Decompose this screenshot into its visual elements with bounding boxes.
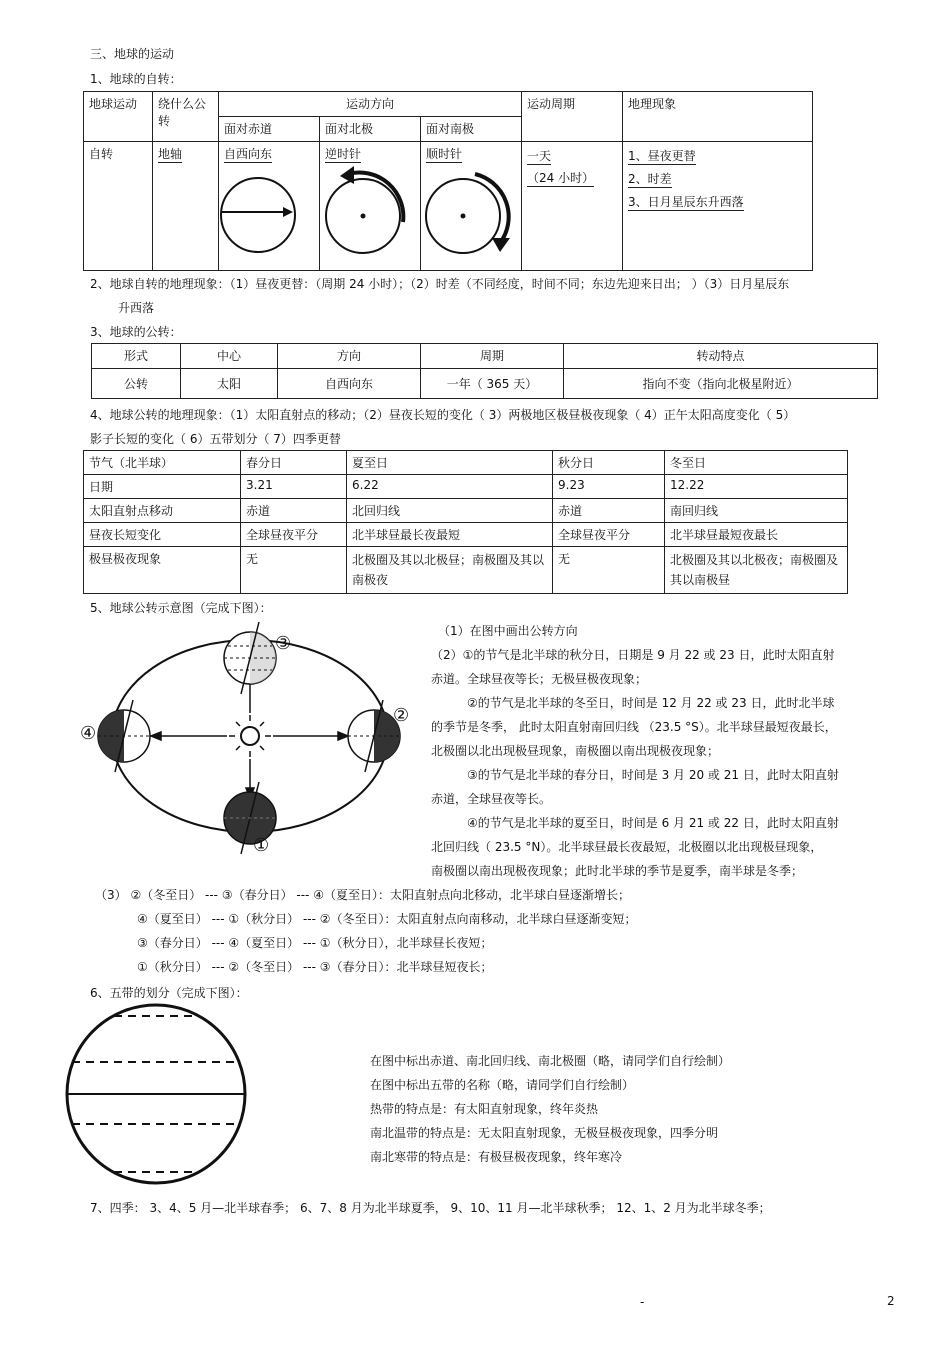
earth-3-icon	[224, 622, 276, 694]
rev-header: 形式	[92, 344, 181, 369]
rotation-dir-north: 逆时针	[320, 142, 421, 271]
zones-line3: 热带的特点是：有太阳直射现象，终年炎热	[370, 1102, 599, 1116]
label-1: ①	[253, 835, 270, 856]
orbit-diagram	[78, 618, 423, 863]
orbit-q2-line1: （2）①的节气是北半球的秋分日，日期是 9 月 22 或 23 日，此时太阳直射	[431, 648, 835, 662]
rotation-phenomena: 1、昼夜更替 2、时差 3、日月星辰东升西落	[623, 142, 813, 271]
sun-icon	[229, 715, 271, 757]
five-zones-diagram	[62, 1000, 252, 1190]
rotation-header-phenomena: 地理现象	[623, 92, 813, 142]
orbit-q1: （1）在图中画出公转方向	[438, 624, 578, 638]
zones-title: 6、五带的划分（完成下图）：	[90, 986, 248, 1000]
label-3: ③	[275, 633, 292, 654]
orbit-q2-line10: 南极圈以南出现极夜现象；此时北半球的季节是夏季，南半球是冬季；	[431, 864, 804, 878]
label-2: ②	[393, 705, 410, 726]
revolution-table	[91, 343, 878, 399]
terms-cell: 秋分日	[553, 451, 665, 475]
page-number: 2	[887, 1294, 895, 1308]
rotation-phenomena-line1: 2、地球自转的地理现象：（1）昼夜更替：（周期 24 小时）；（2）时差（不同经度，时间不同；东边先迎来日出； ）（3）日月星辰东	[90, 277, 790, 291]
zones-line2: 在图中标出五带的名称（略，请同学们自行绘制）	[370, 1078, 635, 1092]
rev-cell: 公转	[92, 369, 181, 399]
terms-cell: 赤道	[553, 499, 665, 523]
rotation-header-direction: 运动方向	[219, 92, 522, 117]
rotation-header-axis: 绕什么公转	[153, 92, 219, 142]
terms-cell: 全球昼夜平分	[553, 523, 665, 547]
revolution-phenomena-line2: 影子长短的变化（ 6）五带划分（ 7）四季更替	[90, 432, 341, 446]
seasons-line: 7、四季： 3、4、5 月—北半球春季； 6、7、8 月为北半球夏季， 9、10、11 月—北半球秋季； 12、1、2 月为北半球冬季；	[90, 1201, 771, 1215]
terms-cell: 12.22	[665, 475, 848, 499]
rev-cell: 一年（ 365 天）	[421, 369, 564, 399]
rev-cell: 自西向东	[278, 369, 421, 399]
section-title: 三、地球的运动	[90, 47, 175, 61]
terms-cell: 春分日	[241, 451, 347, 475]
orbit-q2-line7: 赤道，全球昼夜等长。	[431, 792, 552, 806]
globe-south-icon	[420, 168, 515, 263]
terms-cell: 南回归线	[665, 499, 848, 523]
terms-cell: 北极圈及其以北极昼；南极圈及其以南极夜	[347, 547, 553, 594]
rotation-header-motion: 地球运动	[84, 92, 153, 142]
revolution-title: 3、地球的公转：	[90, 325, 182, 339]
rev-header: 周期	[421, 344, 564, 369]
terms-cell: 昼夜长短变化	[84, 523, 241, 547]
globe-north-icon	[318, 162, 413, 257]
terms-cell: 3.21	[241, 475, 347, 499]
rotation-header-south: 面对南极	[421, 117, 522, 142]
terms-cell: 9.23	[553, 475, 665, 499]
orbit-q2-line2: 赤道。全球昼夜等长；无极昼极夜现象；	[431, 672, 648, 686]
terms-cell: 北半球昼最短夜最长	[665, 523, 848, 547]
rotation-header-north: 面对北极	[320, 117, 421, 142]
orbit-q3-line2: ④（夏至日） --- ①（秋分日） --- ②（冬至日）：太阳直射点向南移动，北半球白昼逐渐变短；	[137, 912, 637, 926]
rotation-title: 1、地球的自转：	[90, 72, 182, 86]
orbit-q2-line9: 北回归线（ 23.5 °N）。北半球昼最长夜最短，北极圈以北出现极昼现象，	[431, 840, 823, 854]
terms-cell: 极昼极夜现象	[84, 547, 241, 594]
orbit-q2-line6: ③的节气是北半球的春分日，时间是 3 月 20 或 21 日，此时太阳直射	[467, 768, 839, 782]
terms-cell: 无	[553, 547, 665, 594]
rotation-axis: 地轴	[153, 142, 219, 271]
terms-cell: 无	[241, 547, 347, 594]
rotation-phenomena-line2: 升西落	[118, 301, 155, 315]
rev-header: 方向	[278, 344, 421, 369]
terms-cell: 夏至日	[347, 451, 553, 475]
terms-cell: 全球昼夜平分	[241, 523, 347, 547]
terms-cell: 北极圈及其以北极夜；南极圈及其以南极昼	[665, 547, 848, 594]
zones-line5: 南北寒带的特点是：有极昼极夜现象，终年寒冷	[370, 1150, 623, 1164]
orbit-q3-line4: ①（秋分日） --- ②（冬至日） --- ③（春分日）：北半球昼短夜长；	[137, 960, 493, 974]
earth-4-icon	[98, 700, 150, 772]
terms-cell: 冬至日	[665, 451, 848, 475]
rotation-dir-equator: 自西向东	[219, 142, 320, 271]
terms-cell: 日期	[84, 475, 241, 499]
rotation-period: 一天 （24 小时）	[522, 142, 623, 271]
rev-header: 转动特点	[564, 344, 878, 369]
rotation-header-equator: 面对赤道	[219, 117, 320, 142]
orbit-q2-line8: ④的节气是北半球的夏至日，时间是 6 月 21 或 22 日，此时太阳直射	[467, 816, 839, 830]
orbit-title: 5、地球公转示意图（完成下图）：	[90, 601, 272, 615]
terms-cell: 6.22	[347, 475, 553, 499]
terms-cell: 北回归线	[347, 499, 553, 523]
orbit-q2-line3: ②的节气是北半球的冬至日，时间是 12 月 22 或 23 日，此时北半球	[467, 696, 835, 710]
rev-cell: 太阳	[181, 369, 278, 399]
terms-cell: 北半球昼最长夜最短	[347, 523, 553, 547]
orbit-q2-line4: 的季节是冬季， 此时太阳直射南回归线 （23.5 °S）。北半球昼最短夜最长，	[431, 720, 837, 734]
solar-terms-table	[83, 450, 848, 594]
rotation-motion: 自转	[84, 142, 153, 271]
zones-line1: 在图中标出赤道、南北回归线、南北极圈（略，请同学们自行绘制）	[370, 1054, 731, 1068]
zones-line4: 南北温带的特点是：无太阳直射现象，无极昼极夜现象，四季分明	[370, 1126, 719, 1140]
terms-cell: 太阳直射点移动	[84, 499, 241, 523]
footer-dash: -	[640, 1295, 645, 1309]
rotation-dir-south: 顺时针	[421, 142, 522, 271]
rev-header: 中心	[181, 344, 278, 369]
orbit-q3-line3: ③（春分日） --- ④（夏至日） --- ①（秋分日），北半球昼长夜短；	[137, 936, 493, 950]
orbit-q3-line1: （3） ②（冬至日） --- ③（春分日） --- ④（夏至日）：太阳直射点向北移动，北半球白昼逐渐增长；	[95, 888, 630, 902]
orbit-q2-line5: 北极圈以北出现极昼现象，南极圈以南出现极夜现象；	[431, 744, 720, 758]
revolution-phenomena-line1: 4、地球公转的地理现象：（1）太阳直射点的移动；（2）昼夜长短的变化（ 3）两极地区极昼极夜现象（ 4）正午太阳高度变化（ 5）	[90, 408, 796, 422]
terms-cell: 赤道	[241, 499, 347, 523]
rotation-header-period: 运动周期	[522, 92, 623, 142]
terms-cell: 节气（北半球）	[84, 451, 241, 475]
rev-cell: 指向不变（指向北极星附近）	[564, 369, 878, 399]
label-4: ④	[80, 723, 97, 744]
globe-equator-icon	[219, 176, 299, 256]
